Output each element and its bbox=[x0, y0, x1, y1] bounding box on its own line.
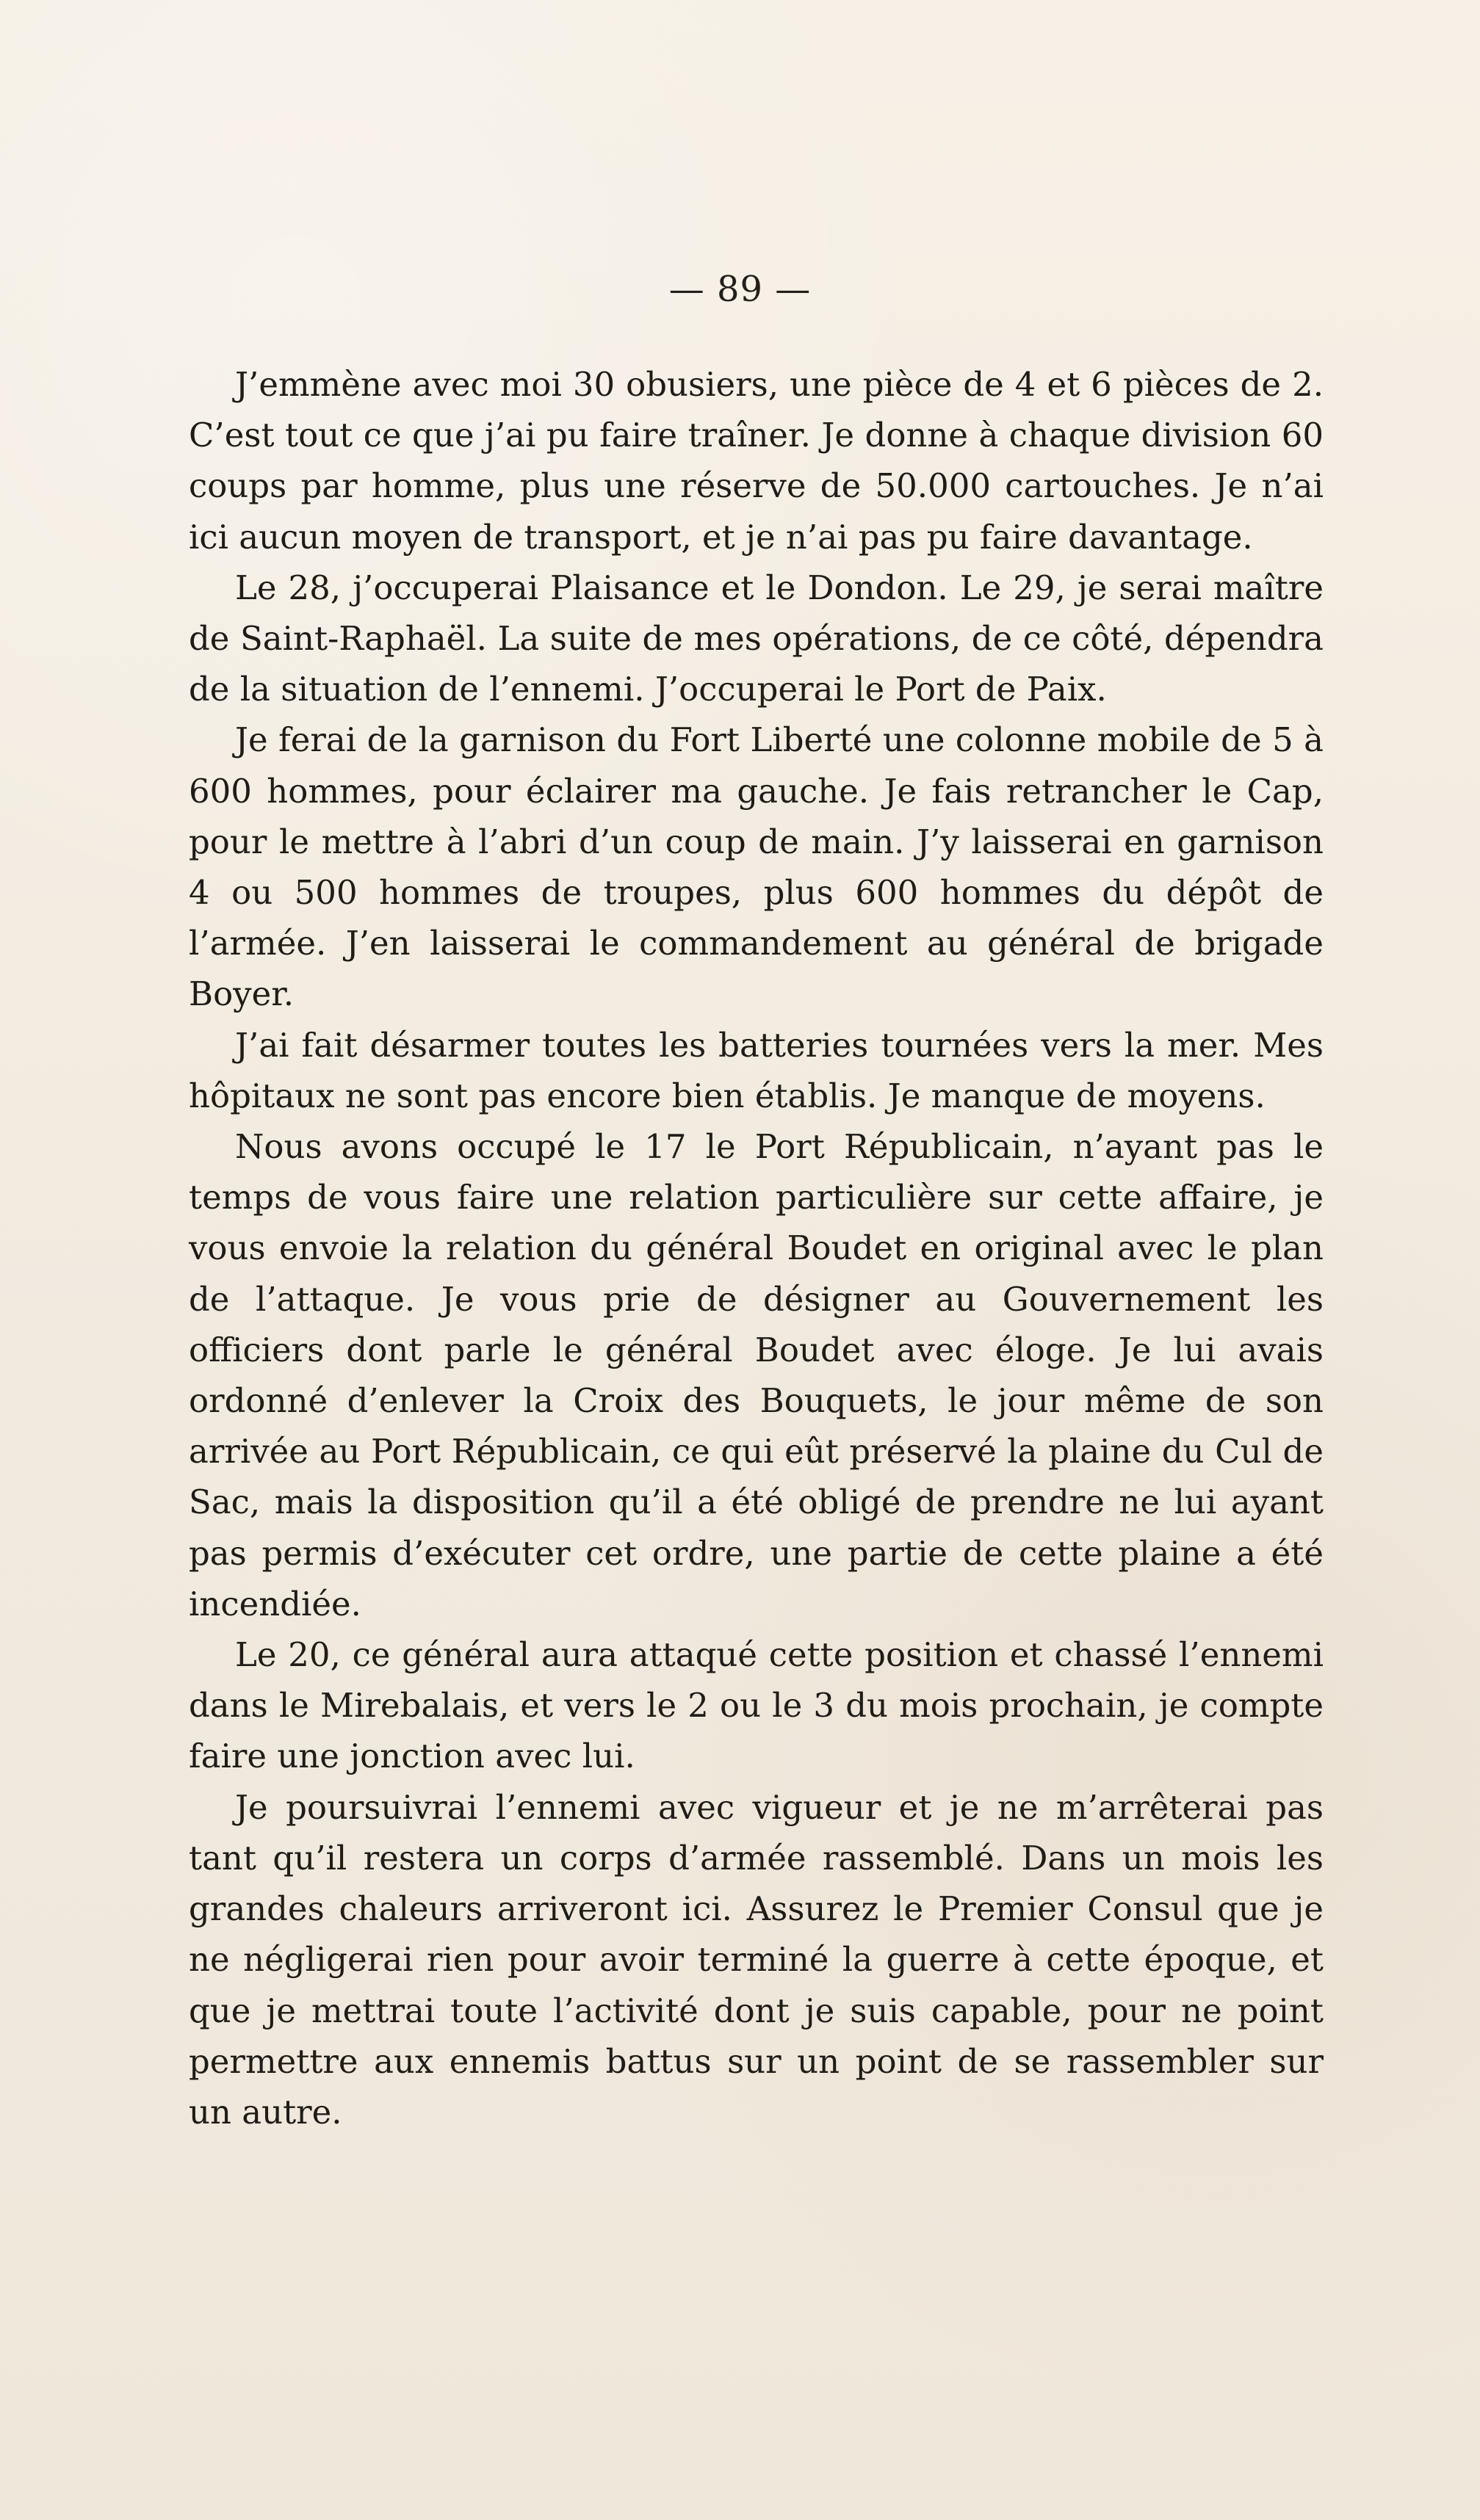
paragraph-3: Je ferai de la garnison du Fort Liberté une colonne mobile de 5 à 600 hommes, pour éclairer ma gauche. Je fais retrancher le Cap, pour le mettre à l’abri d’un coup de main. J’y laisserai en garnison 4 ou 500 hommes de troupes, plus 600 hommes du dépôt de l’armée. J’en laisserai le commandement au général de brigade Boyer. bbox=[189, 720, 1324, 1014]
page-number: — 89 — bbox=[668, 269, 812, 310]
page-body-text bbox=[189, 359, 1324, 2137]
paragraph-5: Nous avons occupé le 17 le Port Républicain, n’ayant pas le temps de vous faire une relation particulière sur cette affaire, je vous envoie la relation du général Boudet en original avec le plan de l’attaque. Je vous prie de désigner au Gouvernement les officiers dont parle le général Boudet avec éloge. Je lui avais ordonné d’enlever la Croix des Bouquets, le jour même de son arrivée au Port Républicain, ce qui eût préservé la plaine du Cul de Sac, mais la disposition qu’il a été obligé de prendre ne lui ayant pas permis d’exécuter cet ordre, une partie de cette plaine a été incendiée. bbox=[189, 1127, 1324, 1623]
paragraph-1: J’emmène avec moi 30 obusiers, une pièce de 4 et 6 pièces de 2. C’est tout ce que j’ai pu faire traîner. Je donne à chaque division 60 coups par homme, plus une réserve de 50.000 cartouches. Je n’ai ici aucun moyen de transport, et je n’ai pas pu faire davantage. bbox=[189, 365, 1324, 557]
paragraph-2: Le 28, j’occuperai Plaisance et le Dondon. Le 29, je serai maître de Saint-Raphaël. La suite de mes opérations, de ce côté, dépendra de la situation de l’ennemi. J’occuperai le Port de Paix. bbox=[189, 568, 1324, 709]
paragraph-6: Le 20, ce général aura attaqué cette position et chassé l’ennemi dans le Mirebalais, et vers le 2 ou le 3 du mois prochain, je compte faire une jonction avec lui. bbox=[189, 1635, 1324, 1776]
paragraph-7: Je poursuivrai l’ennemi avec vigueur et je ne m’arrêterai pas tant qu’il restera un corps d’armée rassemblé. Dans un mois les grandes chaleurs arriveront ici. Assurez le Premier Consul que je ne négligerai rien pour avoir terminé la guerre à cette époque, et que je mettrai toute l’activité dont je suis capable, pour ne point permettre aux ennemis battus sur un point de se rassembler sur un autre. bbox=[189, 1787, 1324, 2132]
paragraph-4: J’ai fait désarmer toutes les batteries tournées vers la mer. Mes hôpitaux ne sont pas encore bien établis. Je manque de moyens. bbox=[189, 1025, 1324, 1115]
